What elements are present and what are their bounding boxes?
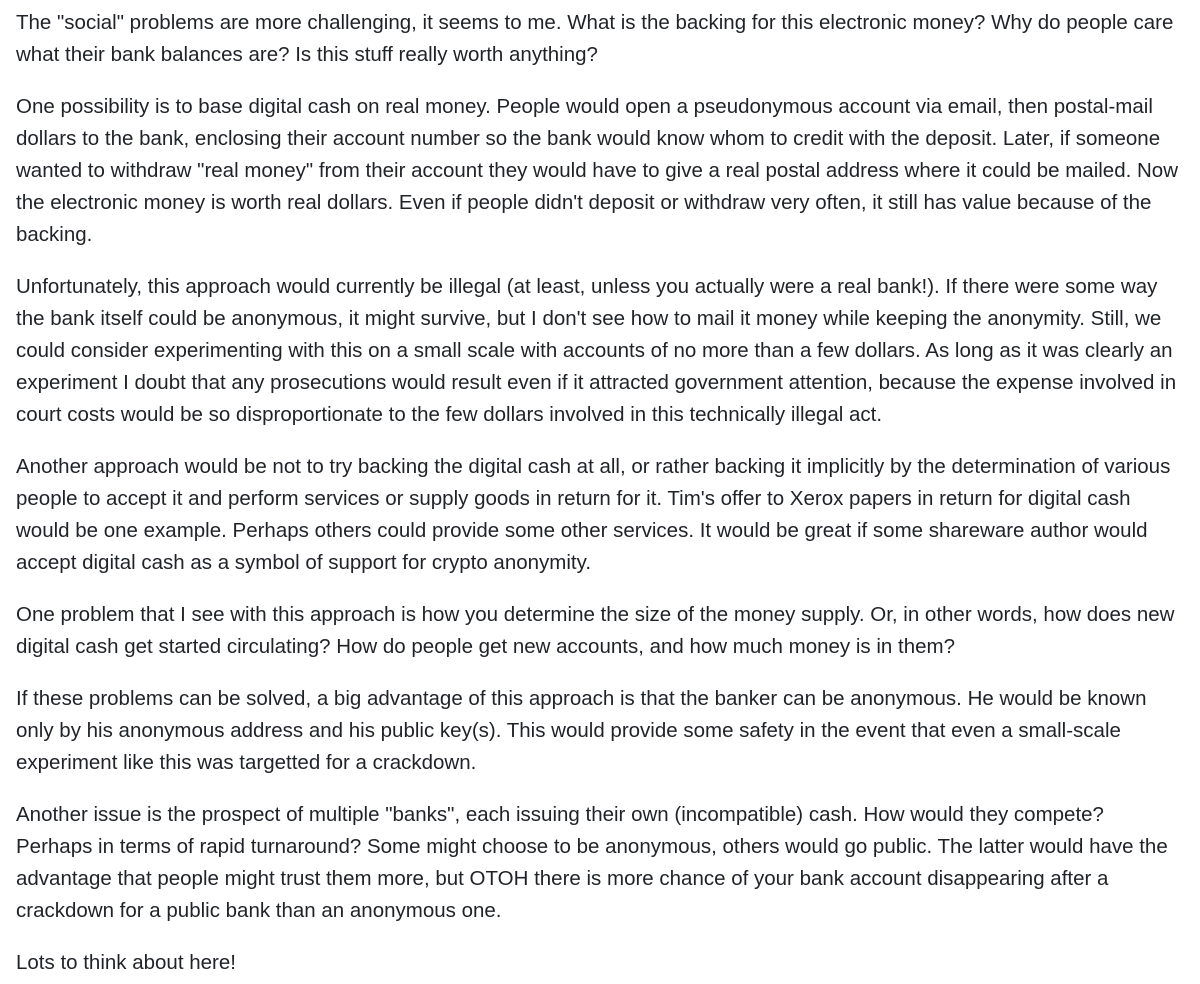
- paragraph-closing: Lots to think about here!: [16, 951, 236, 974]
- paragraph-social-problems: The "social" problems are more challenging, it seems to me. What is the backing for this electronic money? Why do people care what their bank balances are? Is this stuff really worth anything?: [16, 11, 1174, 66]
- paragraph-anonymous-banker: If these problems can be solved, a big advantage of this approach is that the banker can be anonymous. He would be known only by his anonymous address and his public key(s). This would provide some safety in the event that even a small-scale experiment like this was targetted for a crackdown.: [16, 687, 1147, 774]
- paragraph-multiple-banks: Another issue is the prospect of multiple "banks", each issuing their own (incompatible) cash. How would they compete? Perhaps in terms of rapid turnaround? Some might choose to be anonymous, others would go public. The latter would have the advantage that people might trust them more, but OTOH there is more chance of your bank account disappearing after a crackdown for a public bank than an anonymous one.: [16, 803, 1168, 922]
- paragraph-money-supply: One problem that I see with this approach is how you determine the size of the money supply. Or, in other words, how does new digital cash get started circulating? How do people get new accounts, and how much money is in them?: [16, 603, 1175, 658]
- paragraph-implicit-backing: Another approach would be not to try backing the digital cash at all, or rather backing it implicitly by the determination of various people to accept it and perform services or supply goods in return for it. Tim's offer to Xerox papers in return for digital cash would be one example. Perhaps others could provide some other services. It would be great if some shareware author would accept digital cash as a symbol of support for crypto anonymity.: [16, 455, 1171, 574]
- paragraph-real-money-backing: One possibility is to base digital cash on real money. People would open a pseudonymous account via email, then postal-mail dollars to the bank, enclosing their account number so the bank would know whom to credit with the deposit. Later, if someone wanted to withdraw "real money" from their account they would have to give a real postal address where it could be mailed. Now the electronic money is worth real dollars. Even if people didn't deposit or withdraw very often, it still has value because of the backing.: [16, 95, 1179, 246]
- paragraph-legality: Unfortunately, this approach would currently be illegal (at least, unless you actually were a real bank!). If there were some way the bank itself could be anonymous, it might survive, but I don't see how to mail it money while keeping the anonymity. Still, we could consider experimenting with this on a small scale with accounts of no more than a few dollars. As long as it was clearly an experiment I doubt that any prosecutions would result even if it attracted government attention, because the expense involved in court costs would be so disproportionate to the few dollars involved in this technically illegal act.: [16, 275, 1177, 426]
